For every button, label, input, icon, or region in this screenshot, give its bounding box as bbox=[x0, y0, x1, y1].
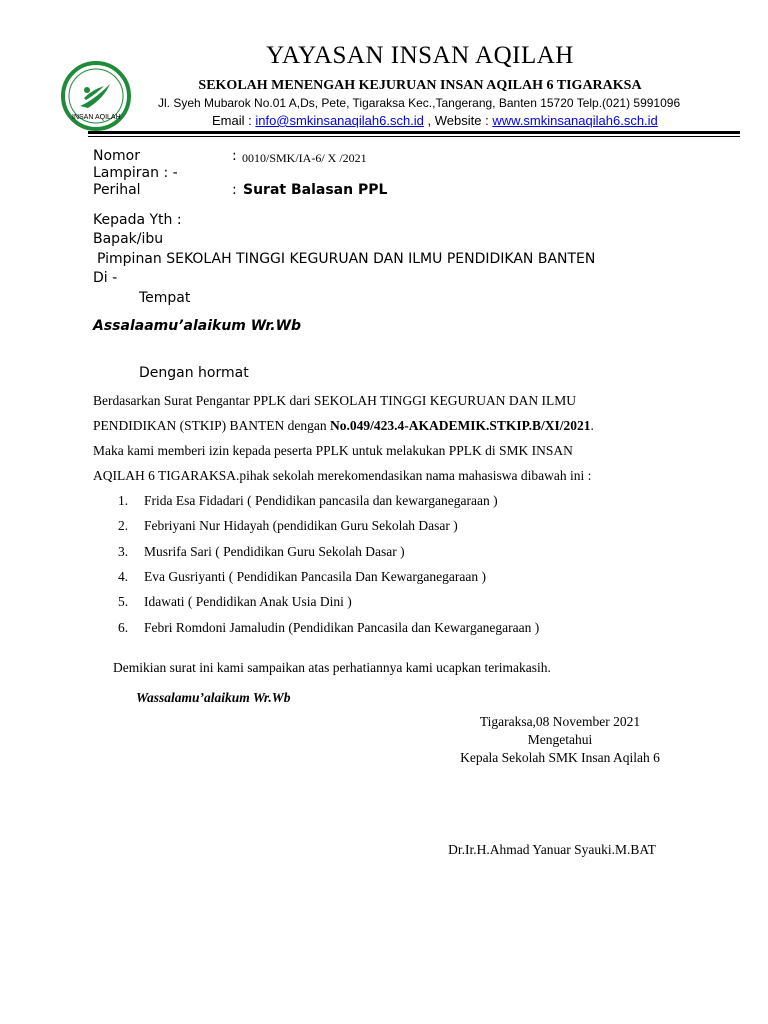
list-item-text: Frida Esa Fidadari ( Pendidikan pancasila dan kewarganegaraan ) bbox=[144, 493, 498, 508]
place-date: Tigaraksa,08 November 2021 bbox=[479, 714, 641, 729]
letter-subject: Surat Balasan PPL bbox=[243, 182, 388, 198]
list-item bbox=[118, 544, 405, 560]
closing-salutation: Wassalamu’alaikum Wr.Wb bbox=[136, 690, 291, 705]
list-item-number: 2. bbox=[118, 518, 129, 533]
body-line-2 bbox=[93, 418, 594, 434]
list-item-text: Febri Romdoni Jamaludin (Pendidikan Pancasila dan Kewarganegaraan ) bbox=[144, 620, 540, 635]
opening-phrase: Dengan hormat bbox=[139, 365, 249, 381]
recipient-line-4: Di - bbox=[93, 270, 118, 286]
list-item bbox=[118, 518, 458, 534]
body-line-4: AQILAH 6 TIGARAKSA.pihak sekolah merekomendasikan nama mahasiswa dibawah ini : bbox=[93, 468, 592, 483]
list-item-number: 3. bbox=[118, 544, 129, 559]
letterhead-divider-thin bbox=[88, 136, 740, 137]
attachment-line: Lampiran : - bbox=[93, 165, 178, 181]
logo-label: INSAN AQILAH bbox=[72, 114, 121, 121]
body-line-1: Berdasarkan Surat Pengantar PPLK dari SEKOLAH TINGGI KEGURUAN DAN ILMU bbox=[93, 393, 577, 408]
list-item-number: 1. bbox=[118, 493, 129, 508]
list-item-number: 6. bbox=[118, 620, 129, 635]
website-link[interactable]: www.smkinsanaqilah6.sch.id bbox=[492, 113, 658, 128]
school-name: SEKOLAH MENENGAH KEJURUAN INSAN AQILAH 6 TIGARAKSA bbox=[198, 78, 642, 93]
recipient-line-3: Pimpinan SEKOLAH TINGGI KEGURUAN DAN ILMU PENDIDIKAN BANTEN bbox=[97, 251, 596, 267]
list-item-number: 5. bbox=[118, 594, 129, 609]
list-item-text: Eva Gusriyanti ( Pendidikan Pancasila Dan Kewarganegaraan ) bbox=[144, 569, 487, 584]
list-item-number: 4. bbox=[118, 569, 129, 584]
school-logo bbox=[60, 60, 132, 132]
letterhead-divider-thick bbox=[88, 131, 740, 134]
school-contacts bbox=[212, 113, 658, 128]
foundation-name: YAYASAN INSAN AQILAH bbox=[266, 42, 574, 69]
list-item-text: Musrifa Sari ( Pendidikan Guru Sekolah Dasar ) bbox=[144, 544, 405, 559]
list-item bbox=[118, 594, 352, 610]
list-item bbox=[118, 569, 486, 585]
list-item-text: Idawati ( Pendidikan Anak Usia Dini ) bbox=[144, 594, 352, 609]
signer-title: Kepala Sekolah SMK Insan Aqilah 6 bbox=[460, 750, 660, 765]
school-address: Jl. Syeh Mubarok No.01 A,Ds, Pete, Tigaraksa Kec.,Tangerang, Banten 15720 Telp.(021) 5991096 bbox=[158, 96, 681, 110]
number-label: Nomor bbox=[93, 148, 140, 164]
body-line-3: Maka kami memberi izin kepada peserta PPLK untuk melakukan PPLK di SMK INSAN bbox=[93, 443, 573, 458]
list-item bbox=[118, 620, 539, 636]
recipient-line-1: Kepada Yth : bbox=[93, 212, 182, 228]
letter-number: 0010/SMK/IA-6/ X /2021 bbox=[242, 151, 367, 165]
acknowledged-label: Mengetahui bbox=[527, 732, 593, 747]
subject-colon: : bbox=[232, 182, 237, 198]
recipient-line-2: Bapak/ibu bbox=[93, 231, 164, 247]
body-line-2-text: PENDIDIKAN (STKIP) BANTEN dengan bbox=[93, 418, 330, 433]
subject-label: Perihal bbox=[93, 182, 141, 198]
opening-salutation: Assalaamu’alaikum Wr.Wb bbox=[93, 318, 302, 334]
email-link[interactable]: info@smkinsanaqilah6.sch.id bbox=[255, 113, 424, 128]
website-label: , Website : bbox=[423, 113, 493, 128]
signer-name: Dr.Ir.H.Ahmad Yanuar Syauki.M.BAT bbox=[448, 842, 656, 857]
reference-number: No.049/423.4-AKADEMIK.STKIP.B/XI/2021 bbox=[329, 418, 591, 433]
school-logo-emblem bbox=[60, 60, 132, 132]
list-item-text: Febriyani Nur Hidayah (pendidikan Guru Sekolah Dasar ) bbox=[144, 518, 458, 533]
recipient-line-5: Tempat bbox=[139, 290, 191, 306]
closing-sentence: Demikian surat ini kami sampaikan atas perhatiannya kami ucapkan terimakasih. bbox=[113, 660, 551, 675]
email-label: Email : bbox=[212, 113, 256, 128]
list-item bbox=[118, 493, 498, 509]
number-colon: : bbox=[232, 148, 237, 164]
body-line-2-end: . bbox=[590, 418, 594, 433]
